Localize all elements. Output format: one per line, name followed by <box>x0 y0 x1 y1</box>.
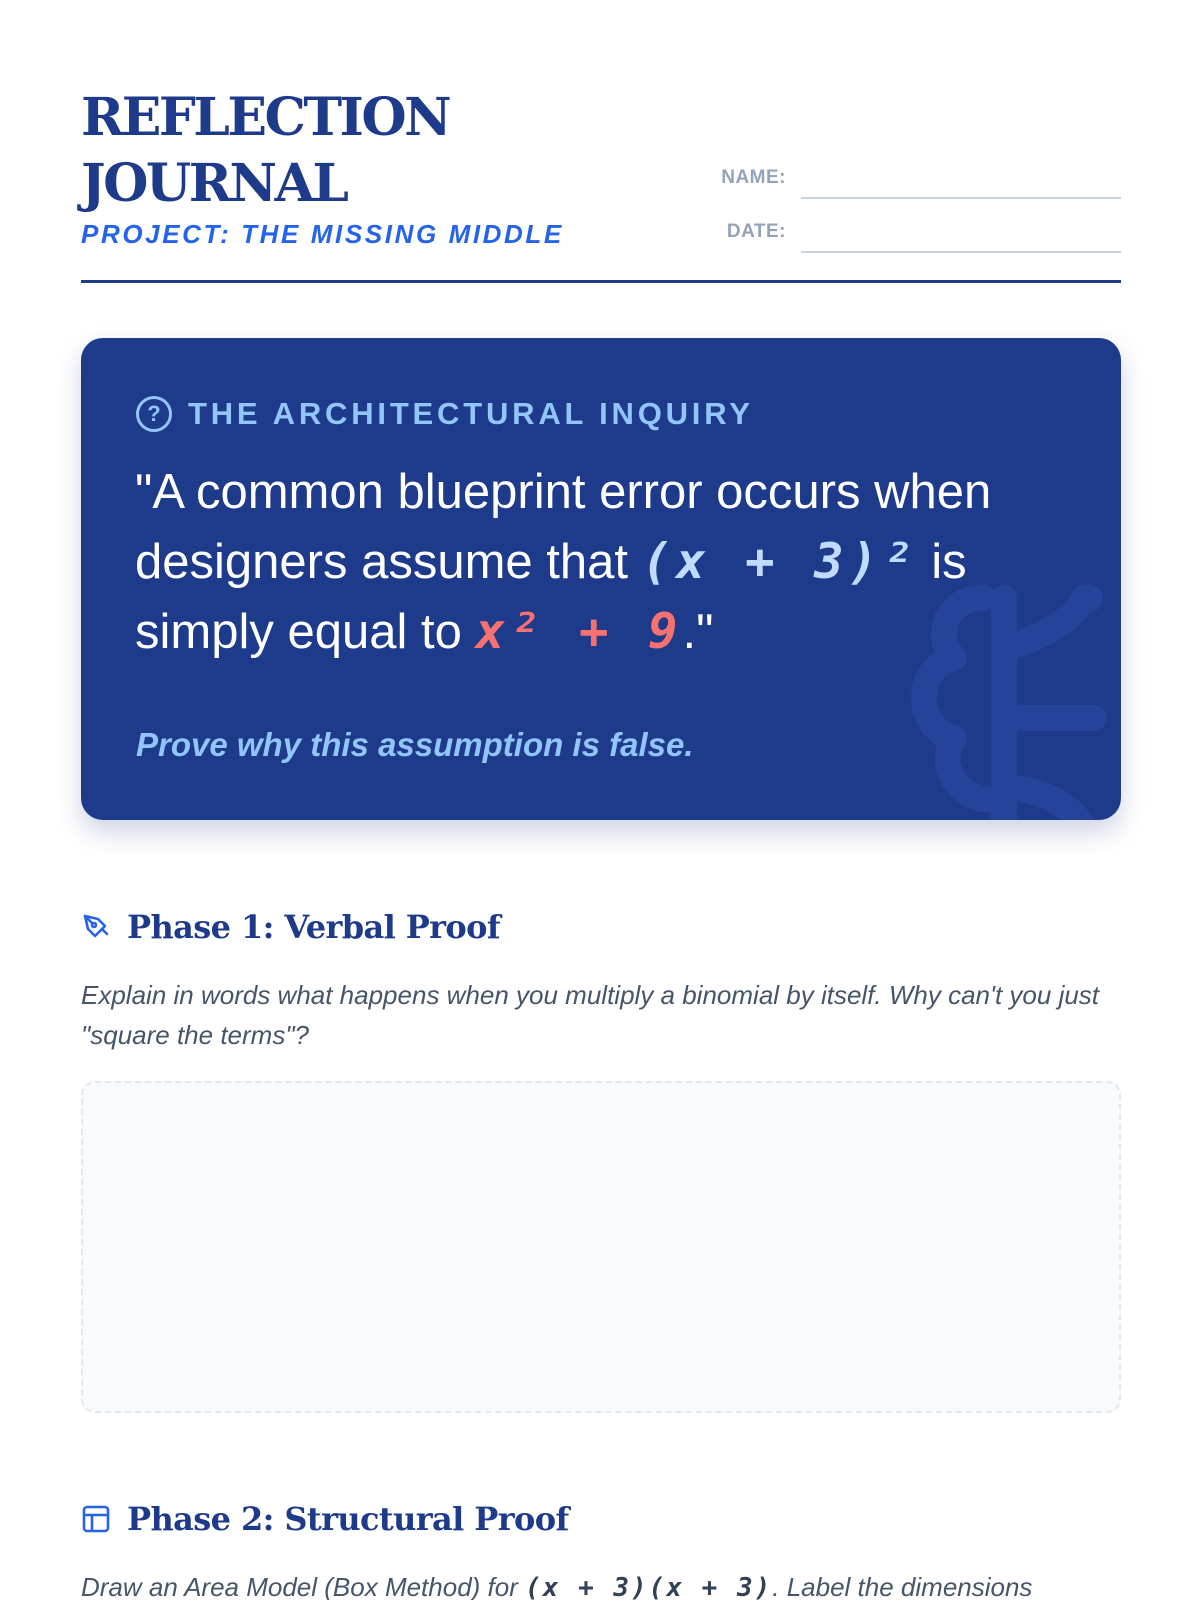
inquiry-header <box>136 396 754 432</box>
project-subtitle: PROJECT: THE MISSING MIDDLE <box>81 219 564 249</box>
phase-2-header <box>81 1500 569 1538</box>
question-circle-icon: ? <box>136 396 172 432</box>
date-field[interactable] <box>801 251 1121 253</box>
journal-header <box>81 85 1121 283</box>
quote-math-wrong: x² + 9 <box>475 603 683 660</box>
inquiry-prompt: Prove why this assumption is false. <box>136 726 694 763</box>
date-row <box>701 221 1121 275</box>
inquiry-card <box>81 338 1121 820</box>
page-title-line-1: REFLECTION <box>81 87 450 148</box>
page-title-line-2: JOURNAL <box>81 153 347 214</box>
quote-text-3: ." <box>682 605 714 659</box>
phase-1-answer-area[interactable] <box>81 1081 1121 1413</box>
inquiry-label: THE ARCHITECTURAL INQUIRY <box>188 396 754 431</box>
phase-2-description <box>81 1567 1121 1600</box>
name-row <box>701 167 1121 221</box>
phase-1-description: Explain in words what happens when you multiply a binomial by itself. Why can't you just "square the terms"? <box>81 980 1100 1050</box>
phase-2-title: Phase 2: Structural Proof <box>127 1500 569 1538</box>
phase-2-desc-math: (x + 3)(x + 3) <box>525 1573 773 1600</box>
brain-watermark-icon <box>864 558 1121 820</box>
phase-1-title: Phase 1: Verbal Proof <box>127 908 501 946</box>
phase-2-desc-text-2: . Label the dimensions <box>772 1572 1033 1600</box>
phase-2-desc-text-1: Draw an Area Model (Box Method) for <box>81 1572 526 1600</box>
title-block <box>81 85 449 217</box>
pen-nib-icon <box>81 912 111 942</box>
student-meta <box>701 167 1121 275</box>
layout-grid-icon <box>81 1504 111 1534</box>
quote-math-binomial: (x + 3)² <box>641 533 918 590</box>
phase-1-header <box>81 908 500 946</box>
date-label: DATE: <box>726 221 786 242</box>
quote-text-1: "A common blueprint error occurs when designers assume that <box>135 465 992 589</box>
quote-text-2: is simply equal to <box>135 535 967 659</box>
name-field[interactable] <box>801 197 1121 199</box>
name-label: NAME: <box>721 167 786 188</box>
